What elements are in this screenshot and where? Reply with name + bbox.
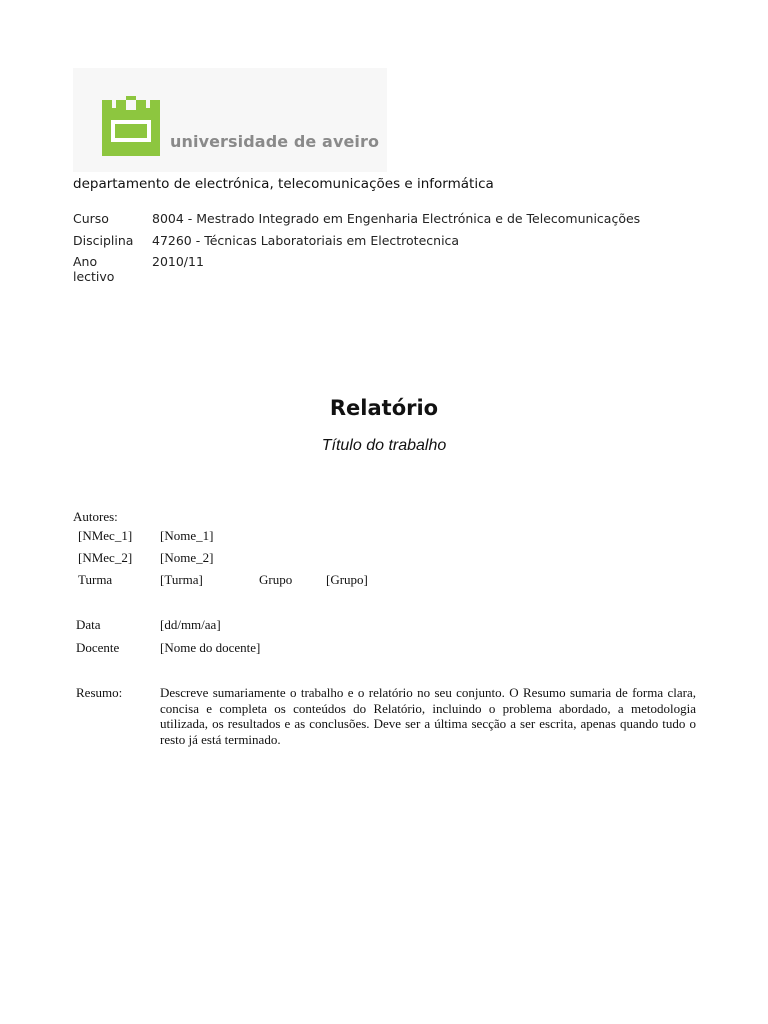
report-subtitle: Título do trabalho	[321, 437, 447, 454]
abstract-text: Descreve sumariamente o trabalho e o relatório no seu conjunto. O Resumo sumaria de forma clara, concisa e completa os conteúdos do Relatório, incluindo o problema abordado, a metodologia utilizada, os resultados e as conclusões. Deve ser a última secção a ser escrita, apenas quando tudo o resto já está terminado.	[160, 685, 696, 747]
turma-label: Turma	[78, 572, 113, 587]
abstract-label: Resumo:	[76, 685, 123, 700]
authors-label: Autores:	[73, 509, 118, 524]
author-nmec-1: [NMec_1]	[78, 528, 133, 543]
department-name: departamento de electrónica, telecomunicações e informática	[73, 176, 494, 192]
grupo-label: Grupo	[259, 572, 293, 587]
teacher-value: [Nome do docente]	[160, 640, 261, 655]
author-nmec-2: [NMec_2]	[78, 550, 133, 565]
date-label: Data	[76, 617, 101, 632]
year-value: 2010/11	[152, 254, 204, 269]
course-value: 8004 - Mestrado Integrado em Engenharia Electrónica e de Telecomunicações	[152, 211, 641, 226]
course-label: Curso	[73, 211, 109, 226]
university-name: universidade de aveiro	[170, 132, 380, 151]
university-emblem-icon	[102, 96, 160, 156]
author-name-2: [Nome_2]	[160, 550, 214, 565]
date-value: [dd/mm/aa]	[160, 617, 221, 632]
grupo-value: [Grupo]	[326, 572, 368, 587]
teacher-label: Docente	[76, 640, 120, 655]
discipline-value: 47260 - Técnicas Laboratoriais em Electrotecnica	[152, 232, 460, 248]
author-name-1: [Nome_1]	[160, 528, 214, 543]
report-title: Relatório	[329, 396, 439, 420]
university-logo	[73, 68, 387, 172]
year-label: Ano lectivo	[73, 254, 115, 284]
discipline-label: Disciplina	[73, 232, 134, 248]
turma-value: [Turma]	[160, 572, 203, 587]
